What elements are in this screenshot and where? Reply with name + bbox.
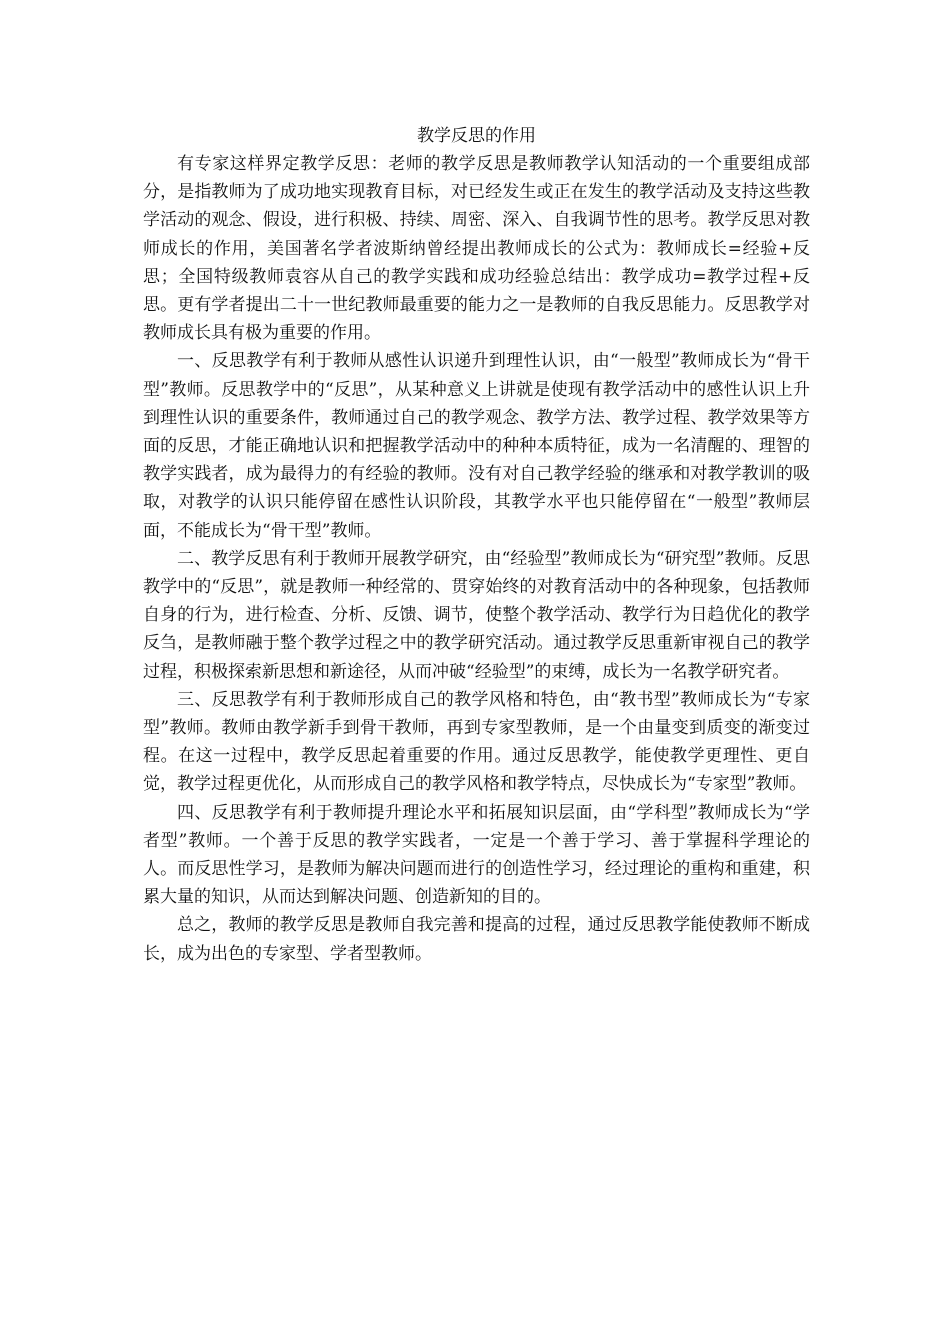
paragraph-point-3: 三、反思教学有利于教师形成自己的教学风格和特色，由“教书型”教师成长为“专家型”教师。教师由教学新手到骨干教师，再到专家型教师，是一个由量变到质变的渐变过程。在这一过程中，教学反思起着重要的作用。通过反思教学，能使教学更理性、更自觉，教学过程更优化，从而形成自己的教学风格和教学特点，尽快成长为“专家型”教师。: [143, 689, 810, 795]
document-body: [143, 122, 810, 968]
paragraph-point-4: 四、反思教学有利于教师提升理论水平和拓展知识层面，由“学科型”教师成长为“学者型”教师。一个善于反思的教学实践者，一定是一个善于学习、善于掌握科学理论的人。而反思性学习，是教师为解决问题而进行的创造性学习，经过理论的重构和重建，积累大量的知识，从而达到解决问题、创造新知的目的。: [143, 802, 810, 908]
paragraph-point-1: 一、反思教学有利于教师从感性认识递升到理性认识，由“一般型”教师成长为“骨干型”教师。反思教学中的“反思”，从某种意义上讲就是使现有教学活动中的感性认识上升到理性认识的重要条件，教师通过自己的教学观念、教学方法、教学过程、教学效果等方面的反思，才能正确地认识和把握教学活动中的种种本质特征，成为一名清醒的、理智的教学实践者，成为最得力的有经验的教师。没有对自己教学经验的继承和对教学教训的吸取，对教学的认识只能停留在感性认识阶段，其教学水平也只能停留在“一般型”教师层面，不能成长为“骨干型”教师。: [143, 351, 810, 541]
paragraph-conclusion: 总之，教师的教学反思是教师自我完善和提高的过程，通过反思教学能使教师不断成长，成为出色的专家型、学者型教师。: [143, 915, 810, 964]
paragraph-point-2: 二、教学反思有利于教师开展教学研究，由“经验型”教师成长为“研究型”教师。反思教学中的“反思”，就是教师一种经常的、贯穿始终的对教育活动中的各种现象，包括教师自身的行为，进行检查、分析、反馈、调节，使整个教学活动、教学行为日趋优化的教学反刍，是教师融于整个教学过程之中的教学研究活动。通过教学反思重新审视自己的教学过程，积极探索新思想和新途径，从而冲破“经验型”的束缚，成长为一名教学研究者。: [143, 548, 810, 682]
paragraph-intro: 有专家这样界定教学反思：老师的教学反思是教师教学认知活动的一个重要组成部分，是指教师为了成功地实现教育目标，对已经发生或正在发生的教学活动及支持这些教学活动的观念、假设，进行积极、持续、周密、深入、自我调节性的思考。教学反思对教师成长的作用，美国著名学者波斯纳曾经提出教师成长的公式为：教师成长=经验+反思；全国特级教师袁容从自己的教学实践和成功经验总结出：教学成功=教学过程+反思。更有学者提出二十一世纪教师最重要的能力之一是教师的自我反思能力。反思教学对教师成长具有极为重要的作用。: [143, 154, 810, 344]
document-title: 教学反思的作用: [417, 126, 536, 146]
